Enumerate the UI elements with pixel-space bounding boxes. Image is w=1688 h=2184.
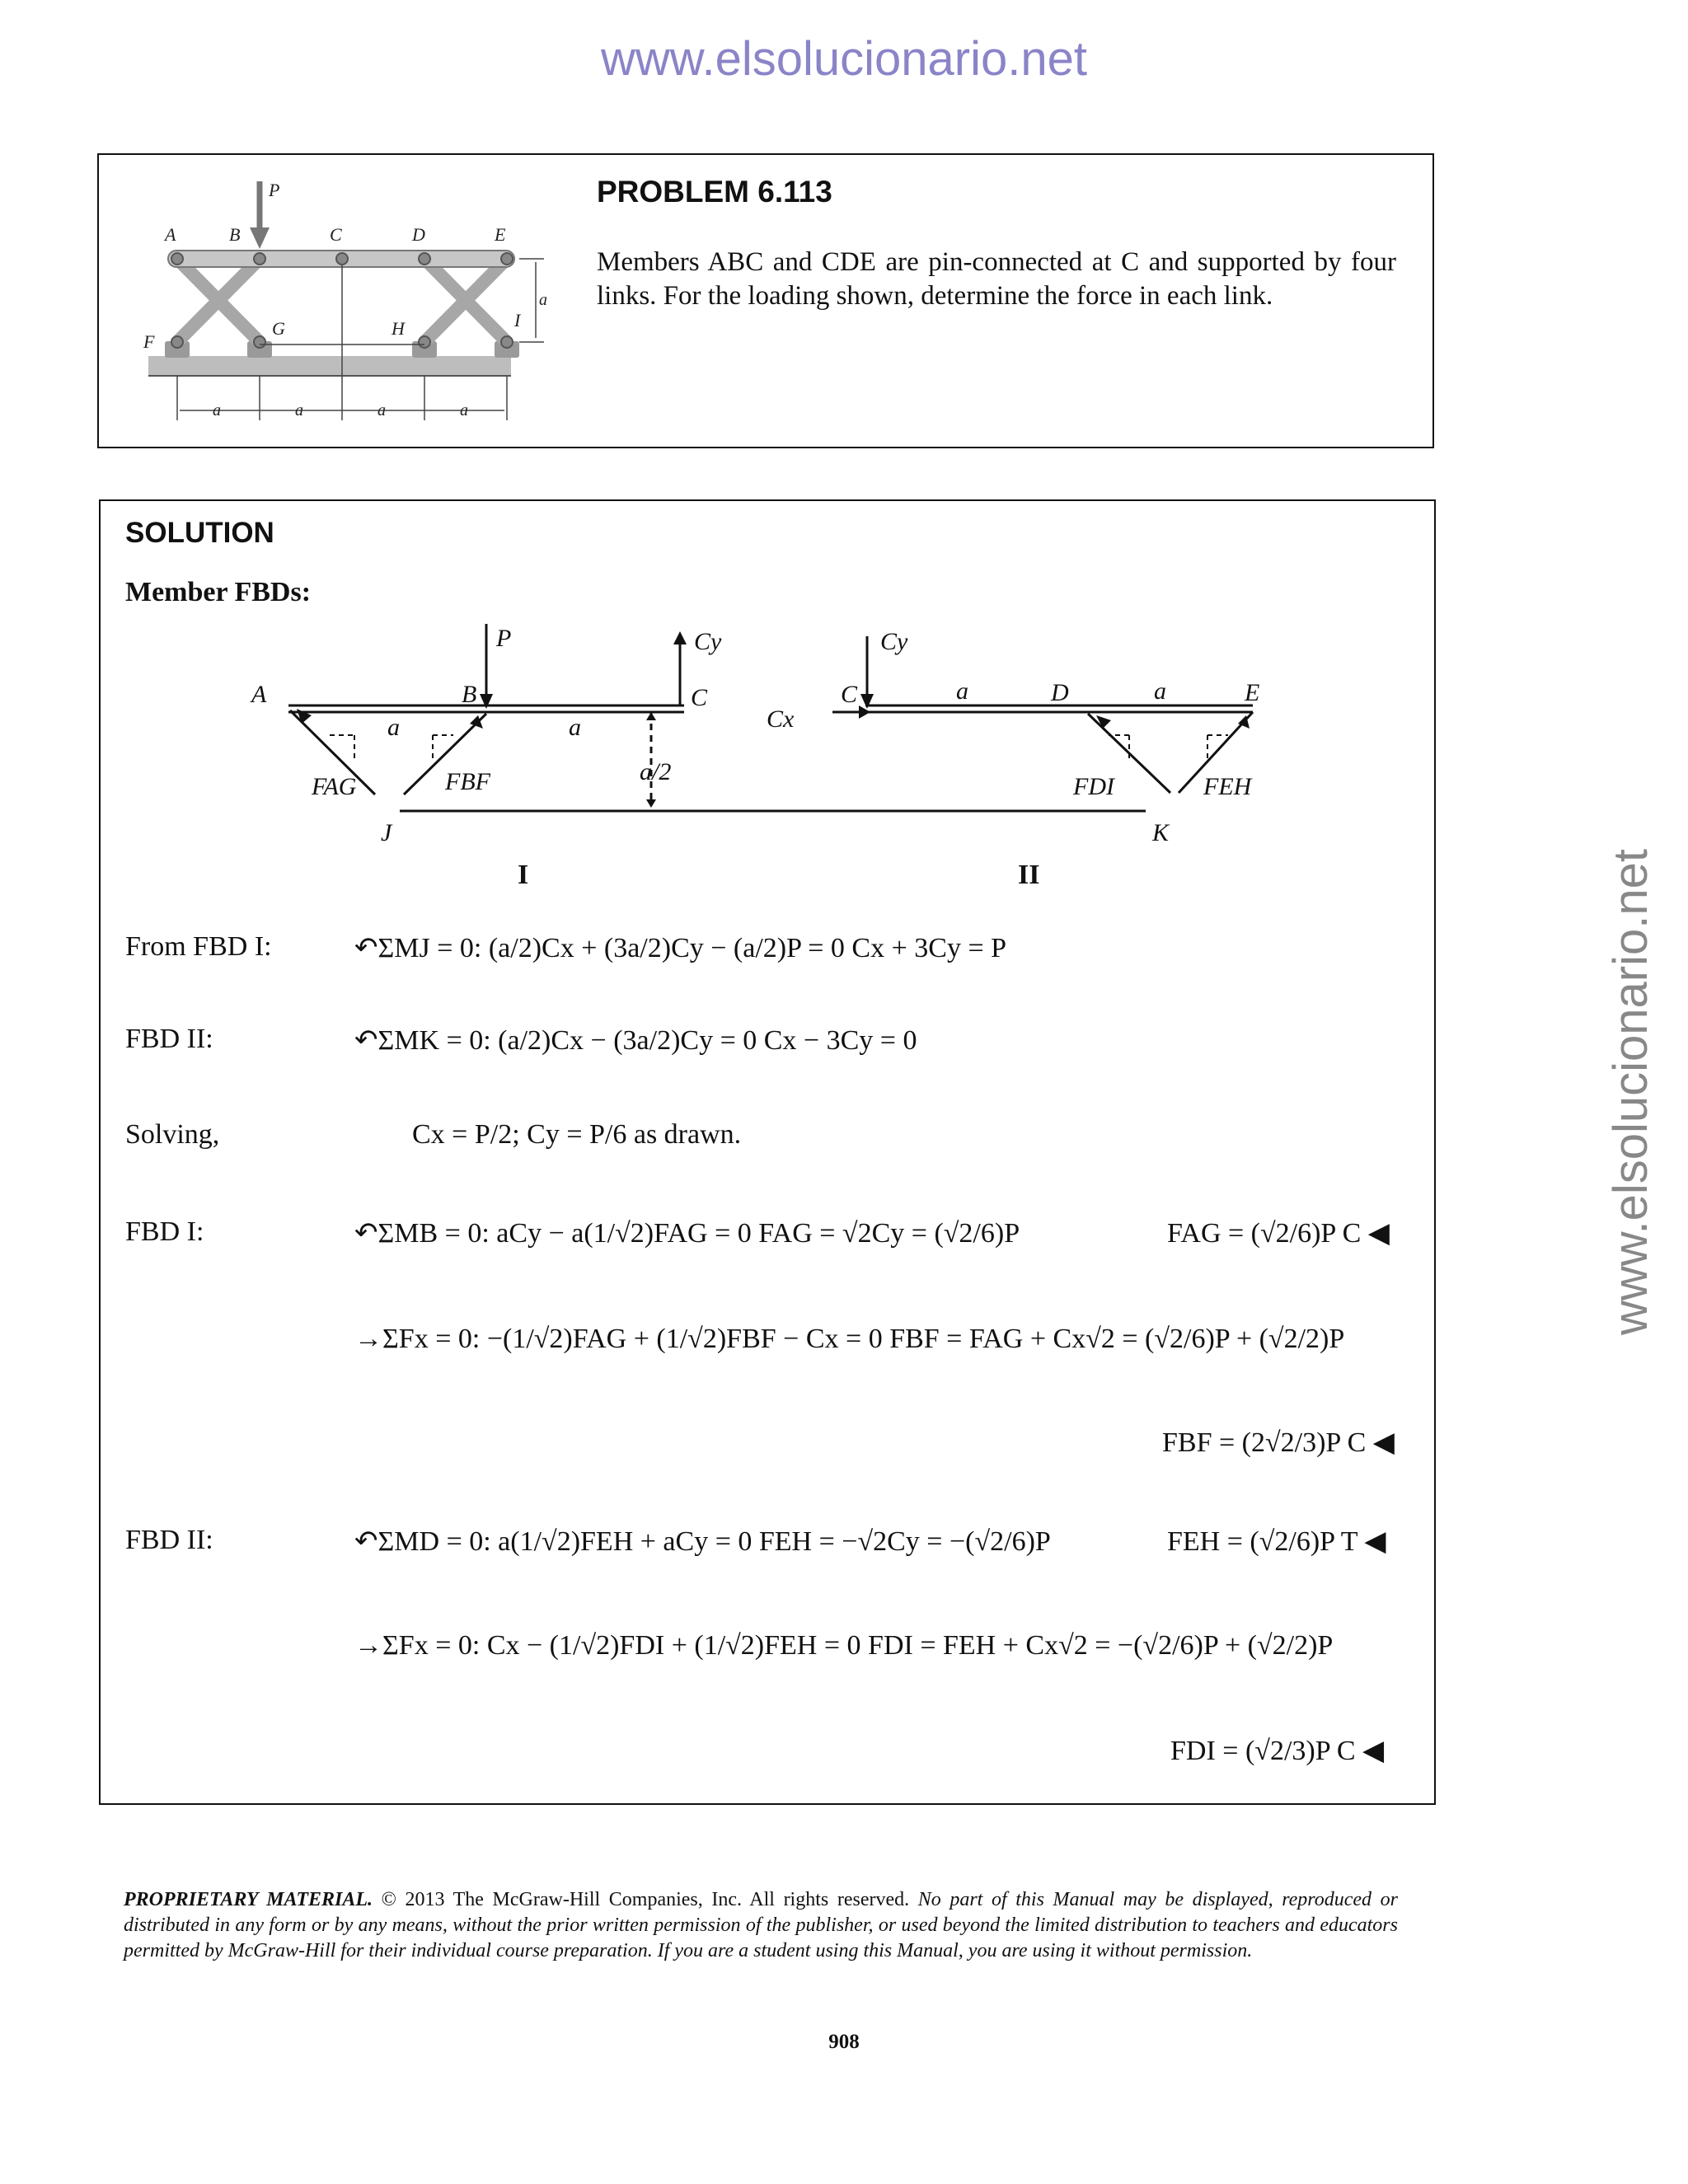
fbd-force-cx: Cx — [767, 705, 795, 733]
figure-label-a: A — [165, 224, 176, 245]
fbd-dim-a-half: a/2 — [640, 758, 672, 785]
fbd-label-e: E — [1245, 679, 1260, 706]
row-2-equation: Cx = P/2; Cy = P/6 as drawn. — [412, 1119, 742, 1150]
fbd-dim-a3: a — [956, 677, 968, 705]
row-6-label: FBD II: — [125, 1525, 213, 1555]
fbd-caption-i: I — [518, 860, 529, 890]
footer-italic: No part of this Manual may be displayed, reproduced or distributed in any form or by any means, without the prior written permission of the publisher, or used beyond the limited distribution to teachers and educators permitted by McGraw-Hill for their individual course preparation. If you are a student using this Manual, you are using it without permission. — [124, 1889, 1398, 1961]
member-fbds — [239, 620, 1302, 900]
figure-label-f: F — [143, 331, 155, 352]
figure-label-e: E — [495, 224, 506, 245]
figure-dim-2: a — [295, 401, 303, 419]
fbd-label-k: K — [1152, 819, 1170, 846]
footer-lead: PROPRIETARY MATERIAL. — [124, 1889, 373, 1910]
fbd-title: Member FBDs: — [125, 577, 312, 607]
fbd-force-p: P — [496, 625, 512, 652]
figure-dim-4: a — [460, 401, 468, 419]
fbd-force-feh: FEH — [1203, 773, 1252, 800]
watermark-side: www.elsolucionario.net — [1604, 849, 1658, 1335]
figure-label-h: H — [392, 318, 405, 339]
figure-dim-3: a — [377, 401, 386, 419]
figure-ground — [148, 356, 511, 376]
problem-figure-drawing — [132, 173, 560, 437]
figure-dim-1: a — [213, 401, 221, 419]
fbd-label-b: B — [462, 681, 477, 708]
fbd-label-j: J — [381, 819, 392, 846]
row-2-label: Solving, — [125, 1119, 220, 1150]
row-4-equation: →ΣFx = 0: −(1/√2)FAG + (1/√2)FBF − Cx = 0 FBF = FAG + Cx√2 = (√2/6)P + (√2/2)P — [354, 1324, 1345, 1354]
figure-dim-vertical: a — [539, 291, 547, 309]
fbd-force-fag: FAG — [312, 773, 357, 800]
row-5-result: FBF = (2√2/3)P C ◀ — [1162, 1427, 1395, 1458]
fbd-dim-a1: a — [387, 714, 400, 741]
problem-title: PROBLEM 6.113 — [597, 175, 832, 209]
fbd-caption-ii: II — [1018, 860, 1040, 890]
solution-title: SOLUTION — [125, 517, 274, 549]
fbd-dim-a2: a — [569, 714, 581, 741]
fbd-force-fdi: FDI — [1073, 773, 1114, 800]
copyright-footer — [124, 1887, 1398, 1964]
row-6-equation: ↶ΣMD = 0: a(1/√2)FEH + aCy = 0 FEH = −√2Cy = −(√2/6)P — [354, 1526, 1051, 1557]
row-3-result: FAG = (√2/6)P C ◀ — [1167, 1218, 1390, 1249]
fbd-force-fbf: FBF — [445, 768, 490, 795]
fbd-label-c1: C — [691, 684, 708, 711]
figure-load-label: P — [269, 180, 280, 200]
row-0-equation: ↶ΣMJ = 0: (a/2)Cx + (3a/2)Cy − (a/2)P = 0 Cx + 3Cy = P — [354, 933, 1007, 963]
figure-label-c: C — [330, 224, 342, 245]
fbd-force-cy1: Cy — [694, 628, 722, 655]
figure-label-g: G — [272, 318, 285, 339]
fbd-label-a: A — [251, 681, 267, 708]
row-6-result: FEH = (√2/6)P T ◀ — [1167, 1526, 1386, 1557]
fbd-force-cy2: Cy — [880, 628, 908, 655]
row-3-equation: ↶ΣMB = 0: aCy − a(1/√2)FAG = 0 FAG = √2Cy = (√2/6)P — [354, 1218, 1020, 1249]
row-8-result: FDI = (√2/3)P C ◀ — [1170, 1736, 1385, 1766]
figure-label-d: D — [412, 224, 425, 245]
row-3-label: FBD I: — [125, 1216, 204, 1247]
problem-statement: Members ABC and CDE are pin-connected at C and supported by four links. For the loading shown, determine the force in each link. — [597, 247, 1396, 311]
fbd-label-d: D — [1051, 679, 1069, 706]
row-1-equation: ↶ΣMK = 0: (a/2)Cx − (3a/2)Cy = 0 Cx − 3Cy = 0 — [354, 1025, 917, 1056]
row-1-label: FBD II: — [125, 1024, 213, 1054]
page-number: 908 — [828, 2031, 860, 2053]
figure-label-b: B — [229, 224, 241, 245]
figure-label-i: I — [514, 310, 521, 330]
row-7-equation: →ΣFx = 0: Cx − (1/√2)FDI + (1/√2)FEH = 0 FDI = FEH + Cx√2 = −(√2/6)P + (√2/2)P — [354, 1630, 1334, 1661]
watermark-top: www.elsolucionario.net — [601, 32, 1087, 86]
fbd-dim-a4: a — [1154, 677, 1166, 705]
footer-text: © 2013 The McGraw-Hill Companies, Inc. All rights reserved. — [381, 1889, 910, 1910]
row-0-label: From FBD I: — [125, 931, 272, 962]
fbd-label-c2: C — [841, 681, 858, 708]
